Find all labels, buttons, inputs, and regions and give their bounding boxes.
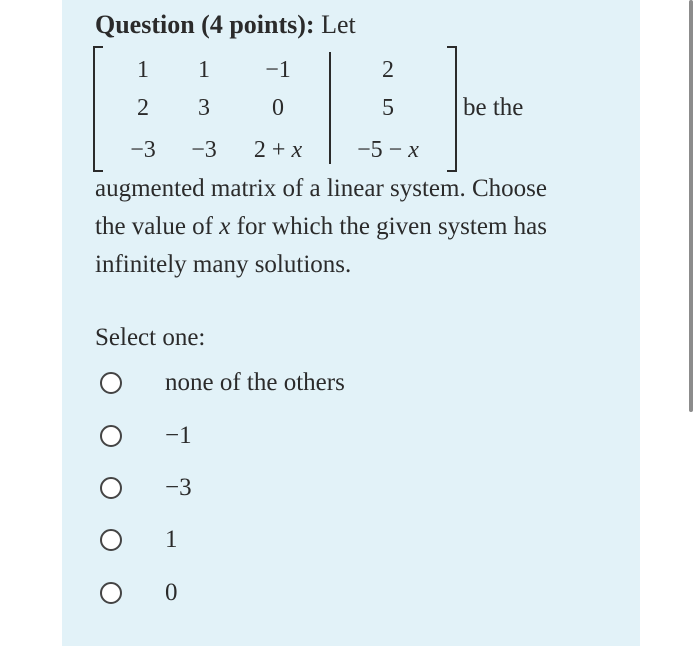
matrix-cell: 2 + x [253, 137, 303, 163]
matrix-cell: 0 [272, 95, 284, 121]
answer-option-label[interactable]: 0 [165, 579, 178, 606]
question-text-line: the value of x for which the given system has [95, 213, 547, 240]
matrix-cell: 1 [137, 57, 149, 83]
question-text-line: infinitely many solutions. [95, 251, 352, 278]
after-matrix-text: be the [463, 94, 524, 121]
question-body [95, 170, 630, 284]
matrix-cell: 2 [382, 57, 394, 83]
question-text-line: augmented matrix of a linear system. Choose [95, 175, 547, 202]
answer-option[interactable] [100, 365, 345, 401]
radio-button[interactable] [100, 372, 122, 394]
scrollbar[interactable] [689, 0, 693, 412]
matrix-cell: 1 [198, 57, 210, 83]
matrix-cell: 3 [198, 95, 210, 121]
matrix-cell: 2 [137, 95, 149, 121]
question-lead: Let [321, 10, 356, 39]
question-heading [95, 8, 356, 42]
answer-option-label[interactable]: −1 [165, 422, 192, 449]
radio-button[interactable] [100, 477, 122, 499]
matrix-right-bracket [447, 46, 457, 172]
radio-button[interactable] [100, 425, 122, 447]
select-one-label: Select one: [95, 324, 206, 351]
matrix-cell: −3 [130, 137, 156, 163]
radio-button[interactable] [100, 529, 122, 551]
question-title: Question (4 points): [95, 10, 315, 39]
answer-option[interactable] [100, 418, 192, 454]
answer-option-label[interactable]: −3 [165, 474, 192, 501]
answer-option-label[interactable]: 1 [165, 526, 178, 553]
answer-option-label[interactable]: none of the others [165, 369, 345, 396]
augmented-divider [329, 52, 331, 164]
answer-option[interactable] [100, 470, 192, 506]
matrix-cell: −3 [191, 137, 217, 163]
augmented-matrix [93, 46, 457, 170]
answer-option[interactable] [100, 522, 178, 558]
radio-button[interactable] [100, 582, 122, 604]
answer-option[interactable] [100, 575, 178, 611]
matrix-cell: −1 [265, 57, 291, 83]
matrix-cell: −5 − x [357, 137, 419, 163]
matrix-cell: 5 [382, 95, 394, 121]
